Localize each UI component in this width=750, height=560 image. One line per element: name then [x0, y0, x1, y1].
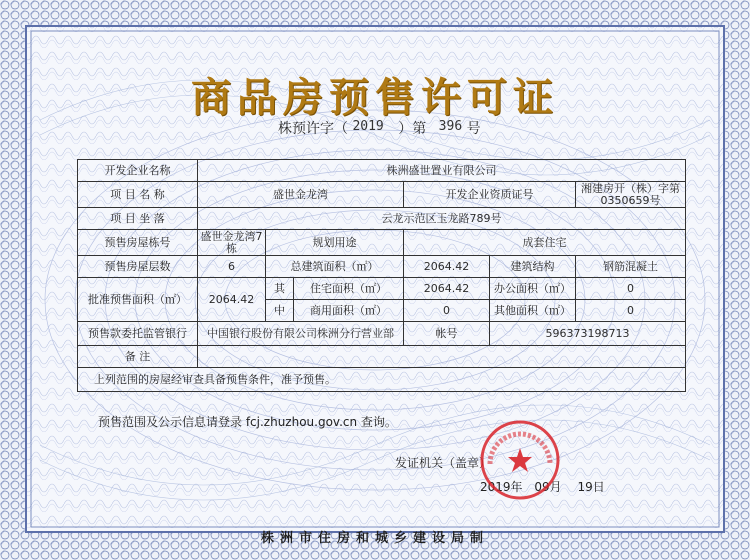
date-month-unit: 月 — [549, 480, 562, 494]
date-year-unit: 年 — [510, 480, 523, 494]
row-building — [78, 230, 686, 256]
bank-label: 预售款委托监管银行 — [78, 322, 198, 346]
permit-mid: ）第 — [398, 121, 427, 137]
commercial-label: 商用面积（㎡） — [294, 300, 404, 322]
permit-prefix: 株预许字（ — [278, 121, 348, 137]
zhong-label: 中 — [266, 300, 294, 322]
query-info: 预售范围及公示信息请登录 fcj.zhuzhou.gov.cn 查询。 — [98, 415, 397, 429]
row-remark — [78, 346, 686, 368]
structure-label: 建筑结构 — [490, 256, 576, 278]
floors-label: 预售房屋层数 — [78, 256, 198, 278]
approval-note: 上列范围的房屋经审查具备预售条件，准予预售。 — [78, 368, 686, 392]
office-label: 办公面积（㎡） — [490, 278, 576, 300]
office-value: 0 — [576, 278, 686, 300]
approved-area-label: 批准预售面积（㎡） — [78, 278, 198, 322]
row-developer — [78, 160, 686, 182]
bank-value: 中国银行股份有限公司株洲分行营业部 — [198, 322, 404, 346]
row-note — [78, 368, 686, 392]
remark-value — [198, 346, 686, 368]
qi-label: 其 — [266, 278, 294, 300]
account-value: 596373198713 — [490, 322, 686, 346]
total-area-label: 总建筑面积（㎡） — [266, 256, 404, 278]
residential-label: 住宅面积（㎡） — [294, 278, 404, 300]
building-label: 预售房屋栋号 — [78, 230, 198, 256]
account-label: 帐号 — [404, 322, 490, 346]
other-label: 其他面积（㎡） — [490, 300, 576, 322]
other-value: 0 — [576, 300, 686, 322]
seal-star-icon — [508, 448, 532, 472]
project-label: 项 目 名 称 — [78, 182, 198, 208]
developer-value: 株洲盛世置业有限公司 — [198, 160, 686, 182]
permit-number: 396 — [438, 119, 463, 134]
residential-value: 2064.42 — [404, 278, 490, 300]
date-day-unit: 日 — [592, 480, 605, 494]
row-bank — [78, 322, 686, 346]
permit-number-line — [278, 118, 481, 138]
floors-value: 6 — [198, 256, 266, 278]
date-year: 2019 — [480, 480, 511, 494]
location-label: 项 目 坐 落 — [78, 208, 198, 230]
date-month: 09 — [534, 480, 550, 494]
building-value: 盛世金龙湾7栋 — [198, 230, 266, 256]
location-value: 云龙示范区玉龙路789号 — [198, 208, 686, 230]
row-residential — [78, 278, 686, 300]
developer-label: 开发企业名称 — [78, 160, 198, 182]
permit-suffix: 号 — [466, 121, 481, 137]
usage-label: 规划用途 — [266, 230, 404, 256]
row-floors — [78, 256, 686, 278]
total-area-value: 2064.42 — [404, 256, 490, 278]
qualification-value: 湘建房开（株）字第0350659号 — [576, 182, 686, 208]
certificate-title: 商品房预售许可证 — [191, 74, 559, 121]
official-seal — [478, 418, 562, 502]
issuer-footer: 株洲市住房和城乡建设局制 — [260, 531, 489, 546]
row-project — [78, 182, 686, 208]
permit-year: 2019 — [352, 119, 384, 134]
project-value: 盛世金龙湾 — [198, 182, 404, 208]
approved-area-value: 2064.42 — [198, 278, 266, 322]
permit-table — [77, 159, 686, 392]
row-location — [78, 208, 686, 230]
remark-label: 备 注 — [78, 346, 198, 368]
qualification-label: 开发企业资质证号 — [404, 182, 576, 208]
commercial-value: 0 — [404, 300, 490, 322]
date-day: 19 — [577, 480, 593, 494]
usage-value: 成套住宅 — [404, 230, 686, 256]
structure-value: 钢筋混凝土 — [576, 256, 686, 278]
issuer-label: 发证机关（盖章） — [395, 456, 492, 470]
